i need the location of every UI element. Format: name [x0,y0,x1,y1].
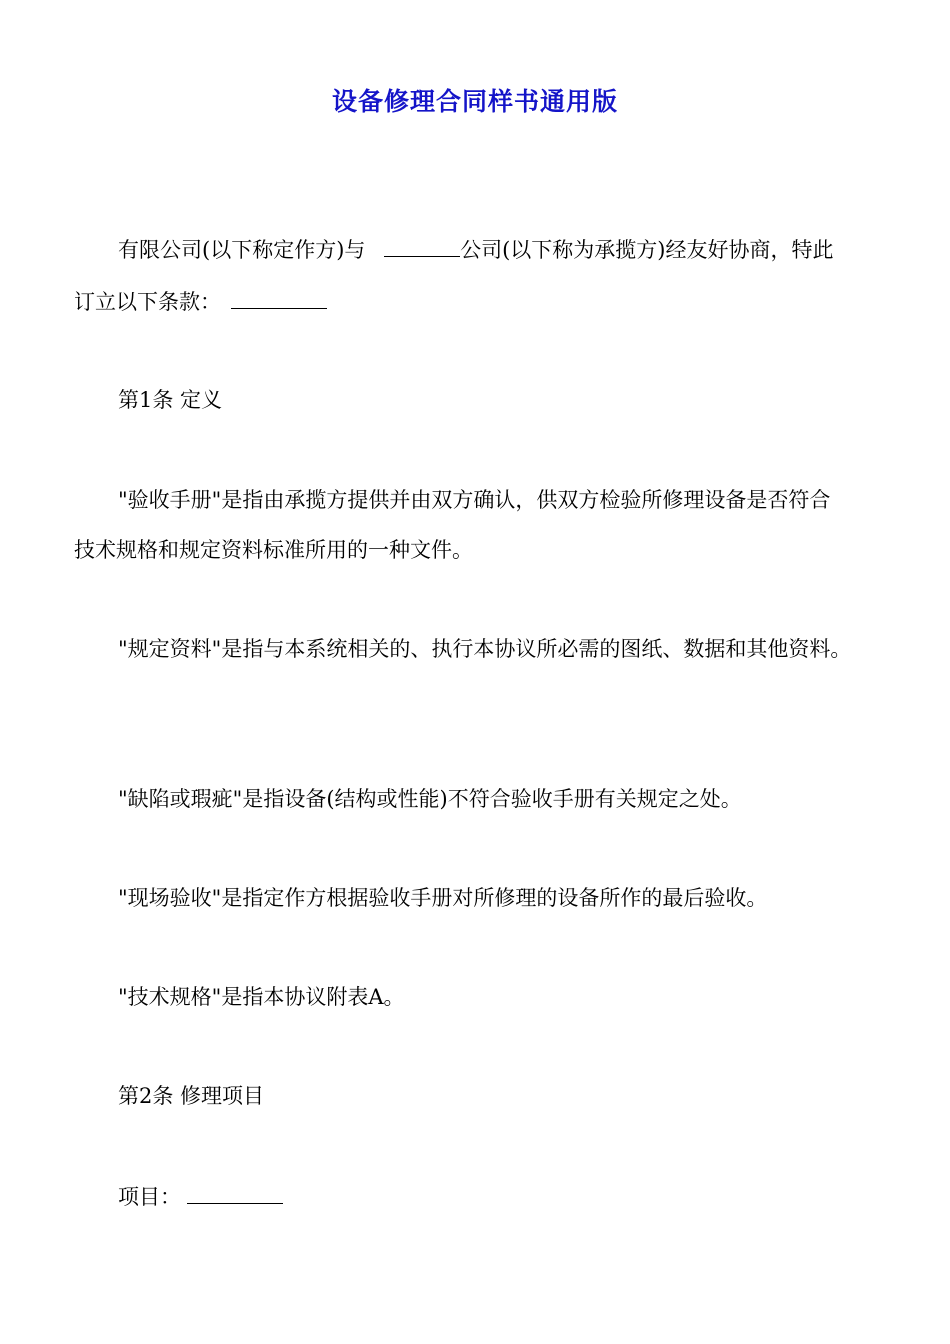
blank-project [187,1181,283,1204]
intro-line-1 [118,234,833,265]
definition-specified-data: "规定资料"是指与本系统相关的、执行本协议所必需的图纸、数据和其他资料。 [118,637,852,661]
definition-site-acceptance: "现场验收"是指定作方根据验收手册对所修理的设备所作的最后验收。 [118,886,768,910]
blank-party-b-name [384,234,460,257]
intro-line-2 [74,286,327,317]
project-line [118,1181,283,1212]
definition-acceptance-manual-line-1: "验收手册"是指由承揽方提供并由双方确认，供双方检验所修理设备是否符合 [118,488,831,512]
intro-text-party-a: 有限公司(以下称定作方)与 [118,238,366,262]
article-2-heading: 第2条 修理项目 [118,1084,265,1108]
definition-technical-spec: "技术规格"是指本协议附表A。 [118,985,405,1009]
intro-text-terms: 订立以下条款： [74,290,221,314]
definition-defect: "缺陷或瑕疵"是指设备(结构或性能)不符合验收手册有关规定之处。 [118,787,742,811]
blank-terms [231,286,327,309]
definition-acceptance-manual-line-2: 技术规格和规定资料标准所用的一种文件。 [74,538,473,562]
intro-text-party-b: 公司(以下称为承揽方)经友好协商，特此 [460,238,834,262]
project-label: 项目： [118,1185,181,1209]
article-1-heading: 第1条 定义 [118,388,223,412]
document-title: 设备修理合同样书通用版 [331,87,618,116]
